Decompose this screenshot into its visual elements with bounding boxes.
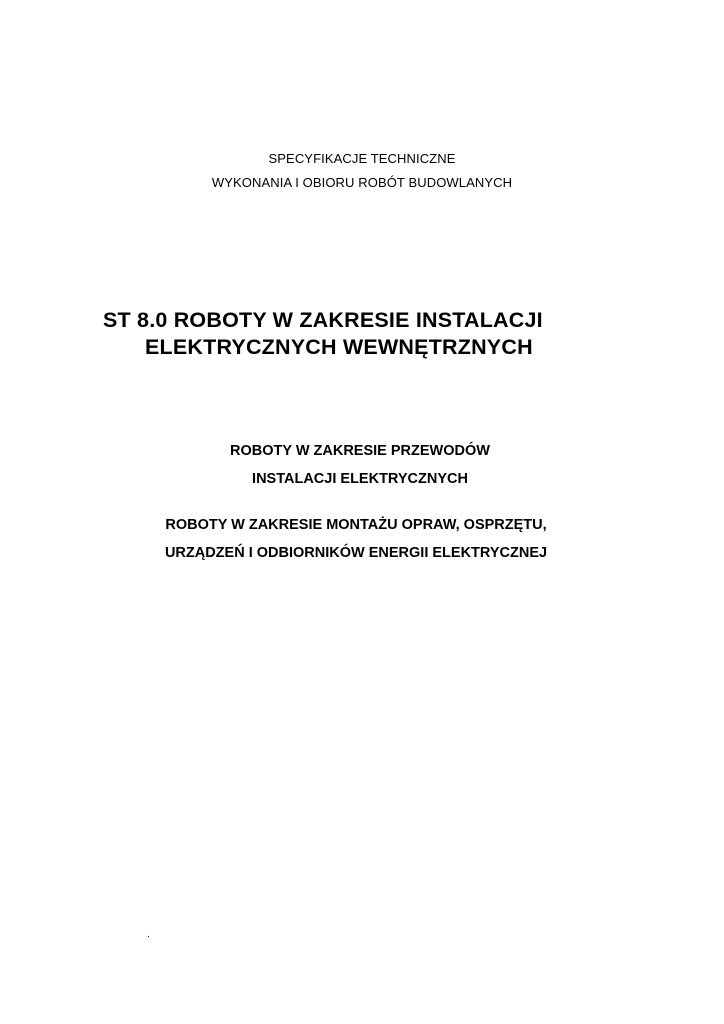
- header-line-2: WYKONANIA I OBIORU ROBÓT BUDOWLANYCH: [211, 175, 513, 190]
- footer-mark: .: [147, 929, 150, 940]
- section-heading-wiring: [0, 437, 720, 493]
- title-line-2: ELEKTRYCZNYCH WEWNĘTRZNYCH: [145, 335, 533, 359]
- document-header: [0, 147, 724, 195]
- header-line-1: SPECYFIKACJE TECHNICZNE: [268, 151, 456, 166]
- document-title: [103, 307, 663, 361]
- section-2-line-2: URZĄDZEŃ I ODBIORNIKÓW ENERGII ELEKTRYCZNEJ: [164, 545, 548, 561]
- section-1-line-1: ROBOTY W ZAKRESIE PRZEWODÓW: [230, 443, 490, 459]
- section-2-line-1: ROBOTY W ZAKRESIE MONTAŻU OPRAW, OSPRZĘTU,: [165, 517, 547, 533]
- section-heading-fixtures: [0, 511, 712, 567]
- title-line-1: ST 8.0 ROBOTY W ZAKRESIE INSTALACJI: [103, 308, 543, 332]
- section-1-line-2: INSTALACJI ELEKTRYCZNYCH: [252, 471, 468, 487]
